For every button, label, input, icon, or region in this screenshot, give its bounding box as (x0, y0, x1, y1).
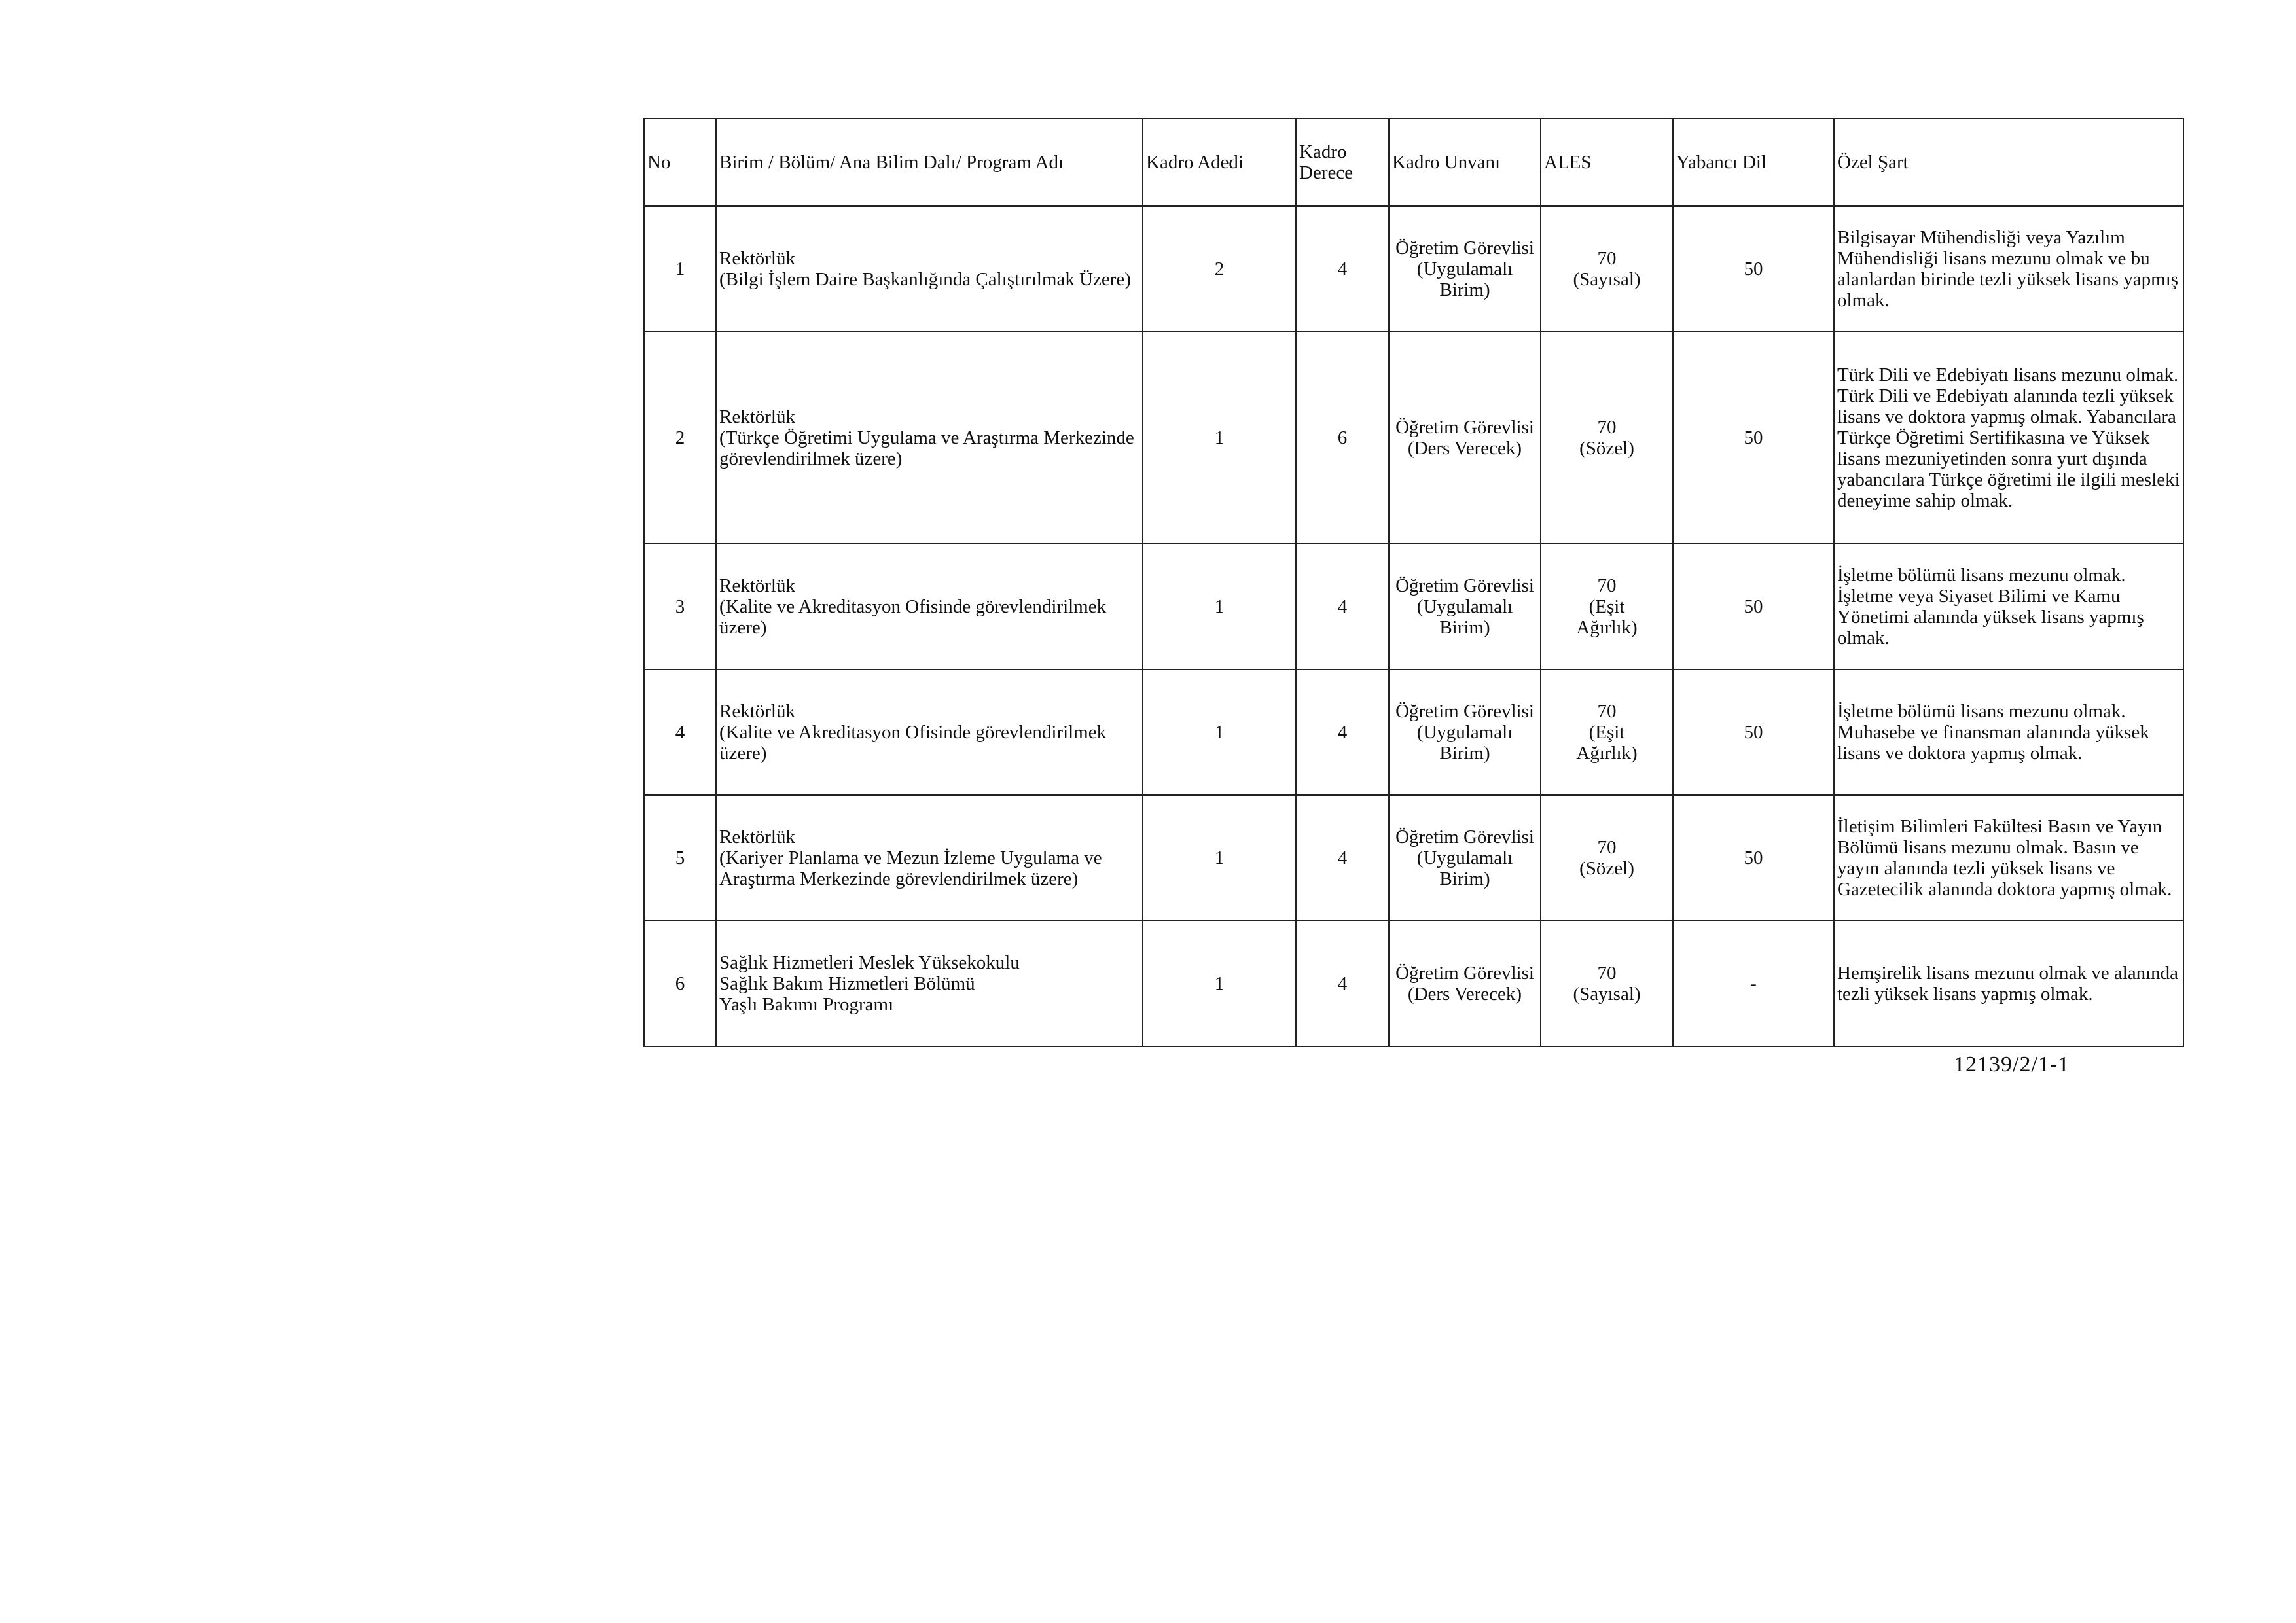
header-position-title: Kadro Unvanı (1389, 118, 1541, 206)
header-special-requirement: Özel Şart (1834, 118, 2183, 206)
header-foreign-language: Yabancı Dil (1673, 118, 1834, 206)
cell-no: 6 (644, 921, 716, 1046)
table-row (644, 669, 2183, 795)
cell-foreign-language: 50 (1673, 206, 1834, 332)
table-row (644, 921, 2183, 1046)
cell-unit: Rektörlük (Kalite ve Akreditasyon Ofisinde görevlendirilmek üzere) (716, 669, 1143, 795)
cell-no: 2 (644, 332, 716, 544)
cell-position-count: 2 (1143, 206, 1296, 332)
cell-ales: 70 (Eşit Ağırlık) (1541, 544, 1673, 669)
cell-special-requirement: İşletme bölümü lisans mezunu olmak. İşletme veya Siyaset Bilimi ve Kamu Yönetimi alanında yüksek lisans yapmış olmak. (1834, 544, 2183, 669)
cell-position-degree: 4 (1296, 206, 1389, 332)
cell-position-degree: 4 (1296, 544, 1389, 669)
cell-unit: Rektörlük (Türkçe Öğretimi Uygulama ve Araştırma Merkezinde görevlendirilmek üzere) (716, 332, 1143, 544)
cell-special-requirement: Bilgisayar Mühendisliği veya Yazılım Mühendisliği lisans mezunu olmak ve bu alanlardan birinde tezli yüksek lisans yapmış olmak. (1834, 206, 2183, 332)
cell-foreign-language: 50 (1673, 669, 1834, 795)
header-ales: ALES (1541, 118, 1673, 206)
table-row (644, 544, 2183, 669)
cell-special-requirement: Türk Dili ve Edebiyatı lisans mezunu olmak. Türk Dili ve Edebiyatı alanında tezli yüksek lisans ve doktora yapmış olmak. Yabancılara Türkçe Öğretimi Sertifikasına ve Yüksek lisans mezuniyetinden sonra yurt dışında yabancılara Türkçe öğretimi ile ilgili mesleki deneyime sahip olmak. (1834, 332, 2183, 544)
header-unit: Birim / Bölüm/ Ana Bilim Dalı/ Program Adı (716, 118, 1143, 206)
cell-unit: Rektörlük (Kariyer Planlama ve Mezun İzleme Uygulama ve Araştırma Merkezinde görevlendirilmek üzere) (716, 795, 1143, 921)
cell-position-title: Öğretim Görevlisi (Ders Verecek) (1389, 332, 1541, 544)
cell-ales: 70 (Sözel) (1541, 795, 1673, 921)
cell-position-title: Öğretim Görevlisi (Ders Verecek) (1389, 921, 1541, 1046)
cell-special-requirement: İletişim Bilimleri Fakültesi Basın ve Yayın Bölümü lisans mezunu olmak. Basın ve yayın alanında tezli yüksek lisans ve Gazetecilik alanında doktora yapmış olmak. (1834, 795, 2183, 921)
table-row (644, 206, 2183, 332)
cell-position-count: 1 (1143, 669, 1296, 795)
header-no: No (644, 118, 716, 206)
cell-position-count: 1 (1143, 795, 1296, 921)
cell-special-requirement: Hemşirelik lisans mezunu olmak ve alanında tezli yüksek lisans yapmış olmak. (1834, 921, 2183, 1046)
cell-position-degree: 6 (1296, 332, 1389, 544)
header-position-count: Kadro Adedi (1143, 118, 1296, 206)
cell-foreign-language: 50 (1673, 795, 1834, 921)
cell-no: 3 (644, 544, 716, 669)
cell-position-count: 1 (1143, 544, 1296, 669)
header-row (644, 118, 2183, 206)
staff-position-table (643, 118, 2184, 1047)
cell-position-degree: 4 (1296, 669, 1389, 795)
document-reference-code: 12139/2/1-1 (1954, 1052, 2070, 1077)
cell-position-title: Öğretim Görevlisi (Uygulamalı Birim) (1389, 795, 1541, 921)
cell-foreign-language: 50 (1673, 332, 1834, 544)
cell-ales: 70 (Eşit Ağırlık) (1541, 669, 1673, 795)
cell-foreign-language: - (1673, 921, 1834, 1046)
table-row (644, 795, 2183, 921)
cell-no: 5 (644, 795, 716, 921)
cell-unit: Rektörlük (Kalite ve Akreditasyon Ofisinde görevlendirilmek üzere) (716, 544, 1143, 669)
cell-no: 4 (644, 669, 716, 795)
header-position-degree: Kadro Derece (1296, 118, 1389, 206)
cell-ales: 70 (Sayısal) (1541, 206, 1673, 332)
cell-position-count: 1 (1143, 921, 1296, 1046)
cell-position-count: 1 (1143, 332, 1296, 544)
cell-position-title: Öğretim Görevlisi (Uygulamalı Birim) (1389, 206, 1541, 332)
cell-unit: Sağlık Hizmetleri Meslek Yüksekokulu Sağlık Bakım Hizmetleri Bölümü Yaşlı Bakımı Programı (716, 921, 1143, 1046)
cell-position-title: Öğretim Görevlisi (Uygulamalı Birim) (1389, 544, 1541, 669)
cell-position-title: Öğretim Görevlisi (Uygulamalı Birim) (1389, 669, 1541, 795)
cell-position-degree: 4 (1296, 795, 1389, 921)
cell-ales: 70 (Sayısal) (1541, 921, 1673, 1046)
cell-foreign-language: 50 (1673, 544, 1834, 669)
cell-special-requirement: İşletme bölümü lisans mezunu olmak. Muhasebe ve finansman alanında yüksek lisans ve doktora yapmış olmak. (1834, 669, 2183, 795)
cell-no: 1 (644, 206, 716, 332)
cell-unit: Rektörlük (Bilgi İşlem Daire Başkanlığında Çalıştırılmak Üzere) (716, 206, 1143, 332)
table-row (644, 332, 2183, 544)
cell-ales: 70 (Sözel) (1541, 332, 1673, 544)
cell-position-degree: 4 (1296, 921, 1389, 1046)
